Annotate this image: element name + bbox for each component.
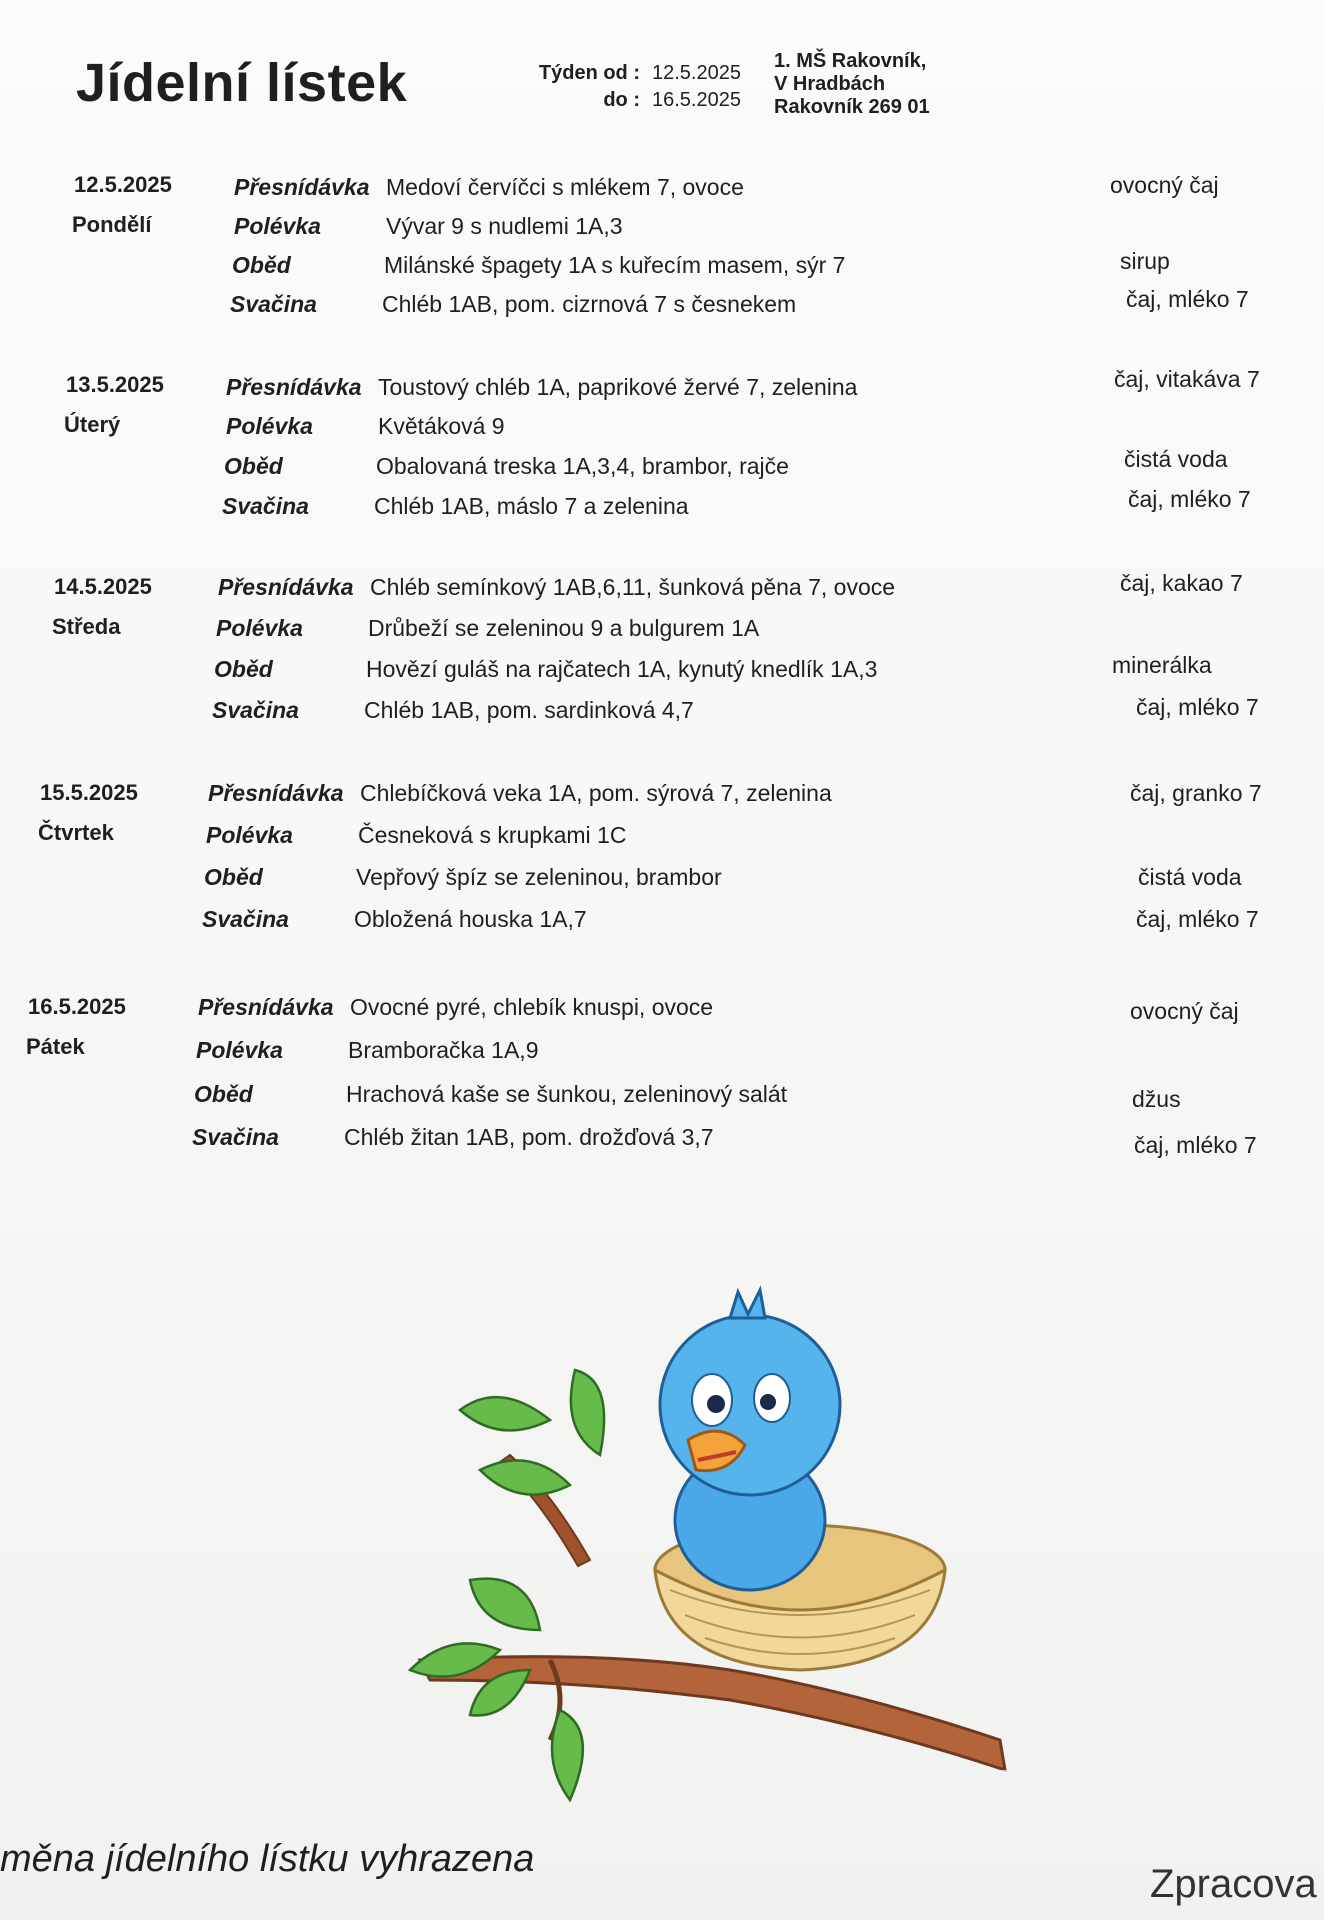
meal-description: Vepřový špíz se zeleninou, brambor xyxy=(356,864,722,890)
day-block-friday xyxy=(28,994,1324,1159)
day-block-tuesday xyxy=(64,366,1324,537)
day-block-wednesday xyxy=(52,570,1324,739)
prepared-by-label: Zpracova xyxy=(1150,1862,1317,1906)
week-range xyxy=(520,60,770,114)
meal-description: Chléb 1AB, pom. cizrnová 7 s česnekem xyxy=(382,291,797,317)
meal-label: Oběd xyxy=(204,864,263,890)
day-block-thursday xyxy=(40,780,1324,945)
drink: čaj, vitakáva 7 xyxy=(1114,366,1260,392)
meal-description: Chléb 1AB, máslo 7 a zelenina xyxy=(374,493,689,519)
meal-description: Medoví červíčci s mlékem 7, ovoce xyxy=(386,174,744,200)
drink: džus xyxy=(1132,1086,1181,1112)
meal-description: Česneková s krupkami 1C xyxy=(358,822,627,848)
drink: čaj, mléko 7 xyxy=(1128,486,1251,512)
meal-label: Přesnídávka xyxy=(208,780,344,806)
meal-description: Květáková 9 xyxy=(378,413,505,439)
page-title: Jídelní lístek xyxy=(76,53,408,113)
footer-note: měna jídelního lístku vyhrazena xyxy=(0,1838,535,1880)
day-date: 12.5.2025 xyxy=(74,172,172,197)
drink: minerálka xyxy=(1112,652,1212,678)
drink: čaj, mléko 7 xyxy=(1126,286,1249,312)
drink: čistá voda xyxy=(1124,446,1228,472)
meal-label: Svačina xyxy=(192,1124,279,1150)
meal-description: Obložená houska 1A,7 xyxy=(354,906,587,932)
meal-label: Polévka xyxy=(206,822,293,848)
meal-label: Polévka xyxy=(196,1037,283,1063)
school-name: 1. MŠ Rakovník, xyxy=(774,50,927,72)
meal-description: Chléb semínkový 1AB,6,11, šunková pěna 7, ovoce xyxy=(370,574,896,600)
drink: ovocný čaj xyxy=(1110,172,1219,198)
watermark-area xyxy=(822,1770,1018,1818)
day-date: 15.5.2025 xyxy=(40,780,138,805)
meal-label: Přesnídávka xyxy=(218,574,354,600)
meal-description: Bramboračka 1A,9 xyxy=(348,1037,539,1063)
bird-in-nest-illustration xyxy=(400,1270,1020,1810)
meal-label: Svačina xyxy=(212,697,299,723)
meal-description: Vývar 9 s nudlemi 1A,3 xyxy=(386,213,623,239)
day-name: Pátek xyxy=(26,1034,85,1059)
meal-label: Svačina xyxy=(202,906,289,932)
day-name: Úterý xyxy=(64,412,121,437)
meal-label: Polévka xyxy=(216,615,303,641)
school-address xyxy=(774,50,930,119)
week-from-label: Týden od : xyxy=(538,62,640,84)
day-name: Čtvrtek xyxy=(38,820,114,845)
drink: čaj, granko 7 xyxy=(1130,780,1262,806)
meal-label: Oběd xyxy=(224,453,283,479)
meal-description: Chlebíčková veka 1A, pom. sýrová 7, zelenina xyxy=(360,780,832,806)
day-name: Středa xyxy=(52,614,121,639)
day-date: 16.5.2025 xyxy=(28,994,126,1019)
school-street: V Hradbách xyxy=(774,73,886,95)
drink: čistá voda xyxy=(1138,864,1242,890)
day-date: 13.5.2025 xyxy=(66,372,164,397)
drink: čaj, mléko 7 xyxy=(1134,1132,1257,1158)
meal-description: Obalovaná treska 1A,3,4, brambor, rajče xyxy=(376,453,789,479)
meal-label: Přesnídávka xyxy=(198,994,334,1020)
meal-description: Ovocné pyré, chlebík knuspi, ovoce xyxy=(350,994,714,1020)
meal-description: Hovězí guláš na rajčatech 1A, kynutý knedlík 1A,3 xyxy=(366,656,878,682)
drink: čaj, kakao 7 xyxy=(1120,570,1243,596)
school-city: Rakovník 269 01 xyxy=(774,96,930,118)
meal-label: Přesnídávka xyxy=(234,174,370,200)
drink: čaj, mléko 7 xyxy=(1136,694,1259,720)
bird-icon xyxy=(660,1290,840,1590)
meal-label: Oběd xyxy=(232,252,291,278)
meal-label: Svačina xyxy=(222,493,309,519)
drink: čaj, mléko 7 xyxy=(1136,906,1259,932)
week-from-value: 12.5.2025 xyxy=(652,62,741,84)
meal-label: Polévka xyxy=(234,213,321,239)
meal-description: Chléb žitan 1AB, pom. drožďová 3,7 xyxy=(344,1124,714,1150)
drink: ovocný čaj xyxy=(1130,998,1239,1024)
meal-label: Oběd xyxy=(214,656,273,682)
week-to-label: do : xyxy=(603,89,640,111)
drink: sirup xyxy=(1120,248,1170,274)
meal-description: Drůbeží se zeleninou 9 a bulgurem 1A xyxy=(368,615,760,641)
meal-label: Oběd xyxy=(194,1081,253,1107)
meal-label: Svačina xyxy=(230,291,317,317)
meal-description: Milánské špagety 1A s kuřecím masem, sýr 7 xyxy=(384,252,846,278)
meal-description: Chléb 1AB, pom. sardinková 4,7 xyxy=(364,697,694,723)
week-to-value: 16.5.2025 xyxy=(652,89,741,111)
day-name: Pondělí xyxy=(72,212,152,237)
meal-label: Polévka xyxy=(226,413,313,439)
meal-description: Hrachová kaše se šunkou, zeleninový salát xyxy=(346,1081,788,1107)
meal-label: Přesnídávka xyxy=(226,374,362,400)
day-date: 14.5.2025 xyxy=(54,574,152,599)
leaf-icon xyxy=(410,1370,604,1800)
meal-description: Toustový chléb 1A, paprikové žervé 7, zelenina xyxy=(378,374,858,400)
day-block-monday xyxy=(74,172,1324,337)
